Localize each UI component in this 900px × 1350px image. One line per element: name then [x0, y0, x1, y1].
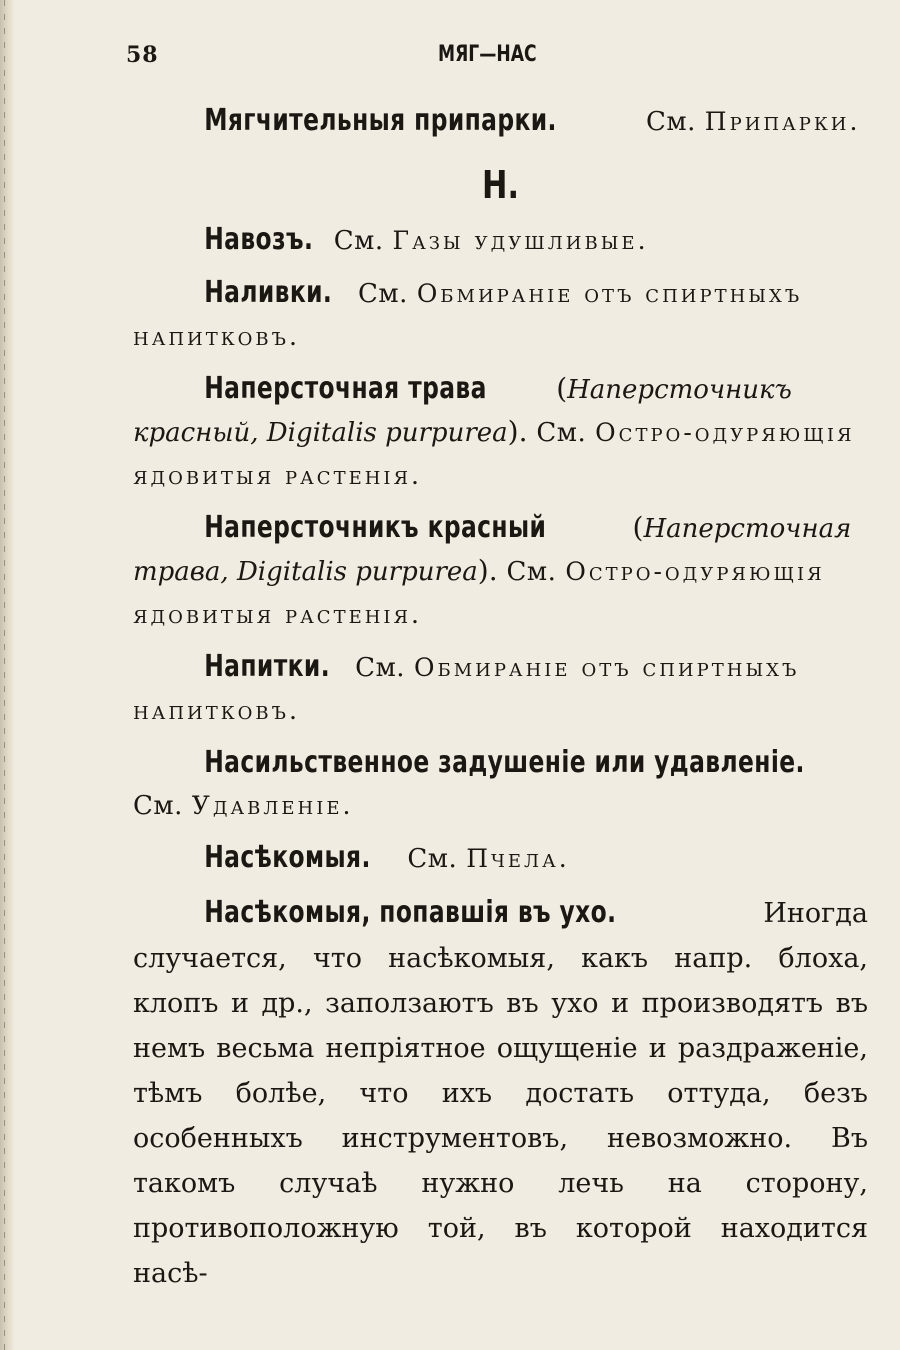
entry-body-text: Иногда случается, что насѣкомыя, какъ напр. блоха, клопъ и др., заползаютъ въ ухо и производятъ въ немъ весьма непріятное ощущеніе и раздраженіе, тѣмъ болѣе, что ихъ достать оттуда, безъ особенныхъ инструментовъ, невозможно. Въ такомъ случаѣ нужно лечь на сторону, противоположную той, въ которой находится насѣ- [133, 898, 868, 1289]
synonym-italic: Наперсточникъ красный, Digitalis purpurea [133, 375, 792, 448]
entry-naperstochnaya-trava [133, 368, 868, 497]
see-reference-marker: См. [358, 279, 408, 309]
cross-reference: Обмираніе отъ спиртныхъ напитковъ. [133, 653, 800, 725]
paren-close: ). [507, 415, 537, 448]
cross-reference: Обмираніе отъ спиртныхъ напитковъ. [133, 279, 803, 351]
cross-reference: Пчела. [466, 844, 570, 873]
paren-open: ( [547, 372, 568, 405]
entry-nasilstvennoe-zadushenie [133, 742, 868, 827]
cross-reference: Остро-одуряющія ядовитыя растенія. [133, 418, 855, 490]
running-head: МЯГ—НАС [438, 42, 537, 67]
cross-reference: Газы удушливые. [392, 226, 649, 255]
cross-reference: Удавленіе. [191, 791, 354, 820]
page-edge [0, 0, 14, 1350]
see-reference-marker: См. [646, 107, 696, 137]
see-reference-marker: См. [506, 557, 557, 587]
see-reference-marker: См. [355, 653, 406, 683]
entry-napitki [133, 646, 868, 732]
entry-headword: Насѣкомыя. [204, 840, 371, 875]
see-reference-marker: См. [536, 418, 587, 448]
dictionary-content [133, 100, 868, 1296]
entry-nalivki [133, 272, 868, 358]
entry-headword: Навозъ. [204, 222, 314, 257]
entry-naperstochnik-krasnyy [133, 507, 868, 636]
entry-navoz [133, 219, 868, 262]
see-reference-marker: См. [333, 226, 384, 256]
letter-heading: Н. [482, 163, 519, 207]
see-reference-marker: См. [407, 844, 458, 874]
cross-reference: Припарки. [704, 107, 861, 136]
entry-headword: Наливки. [204, 275, 333, 310]
cross-reference: Остро-одуряющія ядовитыя растенія. [133, 557, 825, 629]
entry-headword: Насильственное задушеніе или удавленіе. [204, 745, 805, 780]
see-reference-marker: См. [133, 791, 183, 821]
synonym-italic: Наперсточная трава, Digitalis purpurea [133, 514, 852, 587]
paren-open: ( [623, 511, 644, 544]
page-number: 58 [126, 42, 159, 68]
entry-headword: Наперсточная трава [204, 371, 487, 406]
entry-nasekomyya-v-ukho [133, 890, 868, 1296]
entry-nasekomyya [133, 837, 868, 880]
entry-headword: Мягчительныя припарки. [204, 103, 557, 138]
page-header [0, 42, 900, 82]
paren-close: ). [477, 554, 507, 587]
entry-headword: Напитки. [204, 649, 330, 684]
entry-myagchitelnyya [133, 100, 868, 143]
entry-headword: Наперсточникъ красный [204, 510, 547, 545]
entry-headword: Насѣкомыя, попавшія въ ухо. [204, 895, 617, 930]
